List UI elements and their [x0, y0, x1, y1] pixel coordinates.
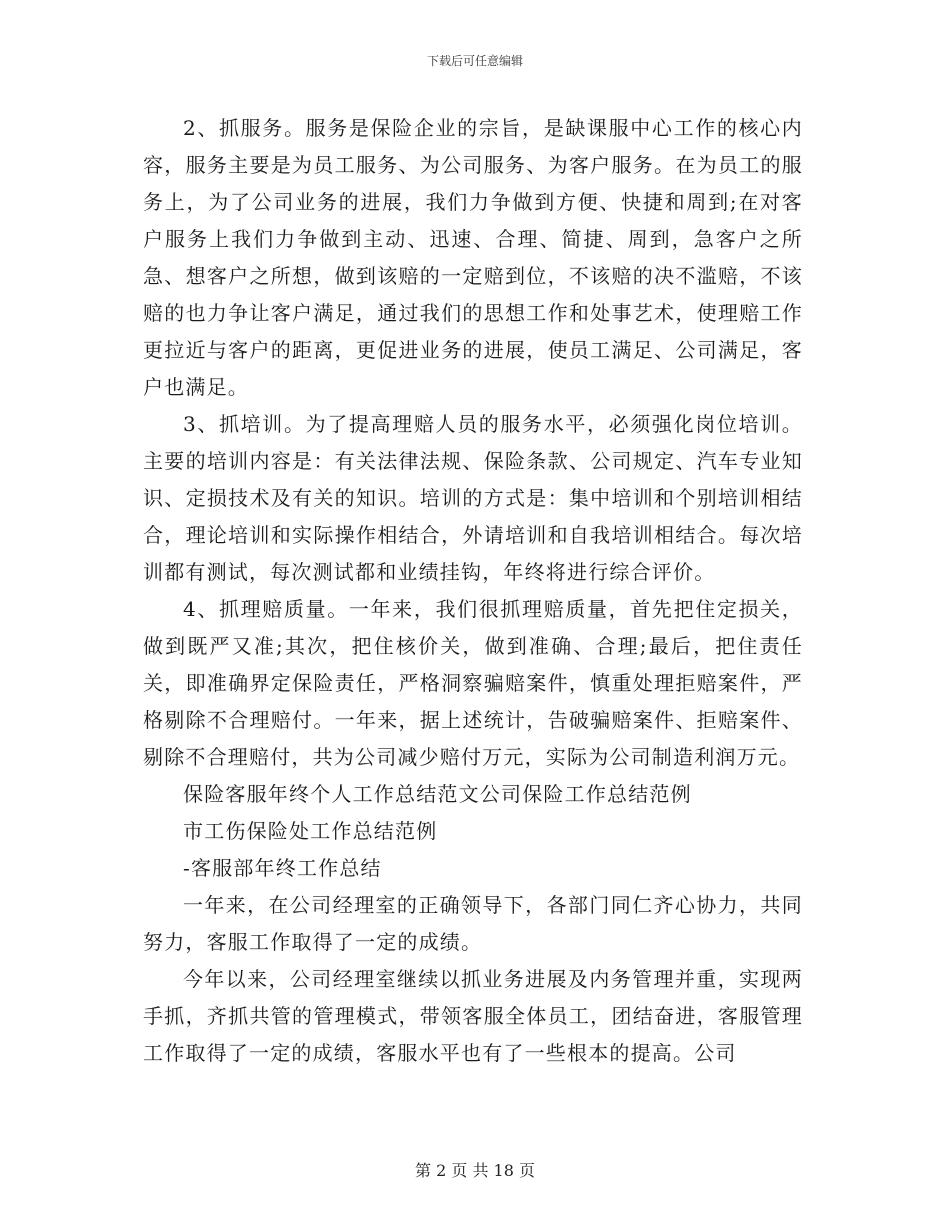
heading-insurance-summary: 保险客服年终个人工作总结范文公司保险工作总结范例 — [183, 782, 692, 806]
page-number: 第 2 页 共 18 页 — [415, 1161, 535, 1180]
paragraph-training: 3、抓培训。为了提高理赔人员的服务水平，必须强化岗位培训。主要的培训内容是：有关法律法规、保险条款、公司规定、汽车专业知识、定损技术及有关的知识。培训的方式是：集中培训和个别培训相结合，理论培训和实际操作相结合，外请培训和自我培训相结合。每次培训都有测试，每次测试都和业绩挂钩，年终将进行综合评价。 — [143, 412, 803, 584]
paragraph-this-year: 今年以来，公司经理室继续以抓业务进展及内务管理并重，实现两手抓，齐抓共管的管理模式，带领客服全体员工，团结奋进，客服管理工作取得了一定的成绩，客服水平也有了一些根本的提高。公司 — [143, 967, 803, 1065]
paragraph-service: 2、抓服务。服务是保险企业的宗旨，是缺课服中心工作的核心内容，服务主要是为员工服务、为公司服务、为客户服务。在为员工的服务上，为了公司业务的进展，我们力争做到方便、快捷和周到;在对客户服务上我们力争做到主动、迅速、合理、简捷、周到，急客户之所急、想客户之所想，做到该赔的一定赔到位，不该赔的决不滥赔，不该赔的也力争让客户满足，通过我们的思想工作和处事艺术，使理赔工作更拉近与客户的距离，更促进业务的进展，使员工满足、公司满足，客户也满足。 — [143, 116, 803, 399]
paragraph-claims-quality: 4、抓理赔质量。一年来，我们很抓理赔质量，首先把住定损关，做到既严又准;其次，把住核价关，做到准确、合理;最后，把住责任关，即准确界定保险责任，严格洞察骗赔案件，慎重处理拒赔案件，严格剔除不合理赔付。一年来，据上述统计，告破骗赔案件、拒赔案件、剔除不合理赔付，共为公司减少赔付万元，实际为公司制造利润万元。 — [143, 597, 803, 769]
document-body — [143, 110, 803, 1072]
paragraph-intro: 一年来，在公司经理室的正确领导下，各部门同仁齐心协力，共同努力，客服工作取得了一定的成绩。 — [143, 893, 803, 954]
heading-customer-service-summary: -客服部年终工作总结 — [183, 856, 382, 880]
heading-work-injury-summary: 市工伤保险处工作总结范例 — [183, 819, 438, 843]
page-header-note: 下载后可任意编辑 — [426, 54, 523, 68]
